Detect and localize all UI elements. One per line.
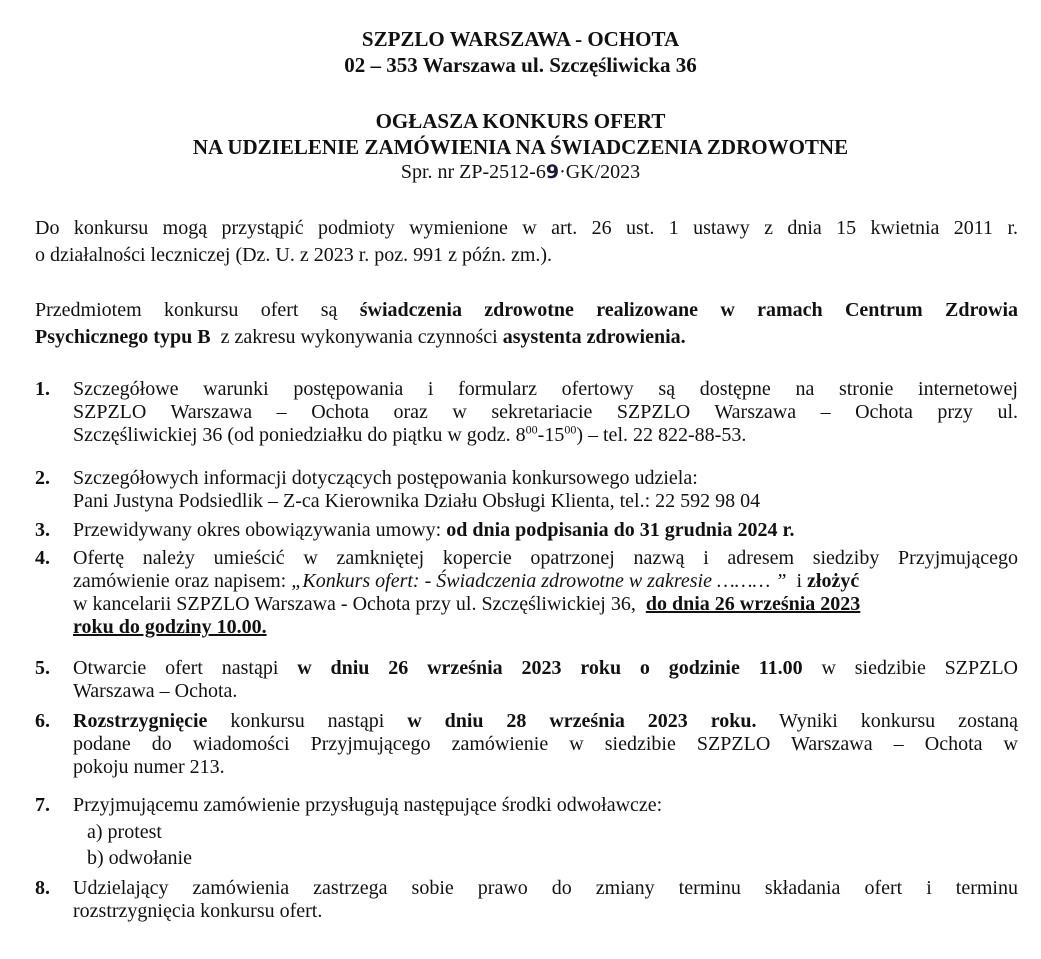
list-item-5-line-1	[73, 656, 1018, 679]
remedy-protest: a) protest	[87, 821, 162, 843]
list-item-1-line-2: SZPZLO Warszawa – Ochota oraz w sekretariacie SZPZLO Warszawa – Ochota przy ul.	[73, 401, 1018, 423]
subject-line-1	[35, 298, 1018, 322]
list-item-number: 3.	[35, 519, 50, 541]
organization-name: SZPZLO WARSZAWA - OCHOTA	[361, 27, 680, 51]
subject-mid-text: z zakresu wykonywania czynności	[220, 326, 498, 348]
intro-line-1: Do konkursu mogą przystąpić podmioty wymienione w art. 26 ust. 1 ustawy z dnia 15 kwietnia 2011 r.	[35, 217, 1018, 239]
list-item-number: 6.	[35, 710, 50, 732]
list-item-1-line-3	[73, 423, 1018, 446]
list-item-6-line-3: pokoju numer 213.	[73, 756, 225, 778]
results-text: Wyniki konkursu zostaną	[779, 710, 1018, 732]
hours-text: Szczęśliwickiej 36 (od poniedziałku do piątku w godz. 8	[73, 424, 526, 446]
intro-paragraph	[35, 216, 1018, 267]
list-item-4-line-1: Ofertę należy umieścić w zamkniętej kopercie opatrzonej nazwą i adresem siedziby Przyjmującego	[73, 547, 1018, 569]
phone-text: ) – tel. 22 822-88-53.	[576, 424, 747, 446]
subject-bold-text-3: asystenta zdrowienia.	[502, 326, 686, 348]
submission-deadline-time: roku do godziny 10.00.	[73, 616, 267, 638]
subject-bold-text: świadczenia zdrowotne realizowane w ramach Centrum Zdrowia	[359, 299, 1018, 321]
list-item-number: 8.	[35, 877, 50, 899]
resolution-text: konkursu nastąpi	[230, 710, 385, 732]
envelope-inscription: „Konkurs ofert: - Świadczenia zdrowotne w zakresie ……… ”	[291, 570, 787, 592]
intro-line-2: o działalności leczniczej (Dz. U. z 2023 r. poz. 991 z późn. zm.).	[35, 244, 553, 266]
list-item-8-line-2: rozstrzygnięcia konkursu ofert.	[73, 900, 323, 922]
case-reference-suffix: ·GK/2023	[559, 161, 641, 183]
opening-place: w siedzibie SZPZLO	[821, 657, 1018, 679]
list-item-3-line-1	[73, 518, 1018, 541]
list-item-1-line-1: Szczegółowe warunki postępowania i formularz ofertowy są dostępne na stronie internetowej	[73, 378, 1018, 400]
submission-place: w kancelarii SZPZLO Warszawa - Ochota przy ul. Szczęśliwickiej 36,	[73, 593, 636, 615]
contract-period-value: od dnia podpisania do 31 grudnia 2024 r.	[446, 519, 795, 541]
hours-superscript-2: 00	[564, 422, 577, 437]
resolution-date: w dniu 28 września 2023 roku.	[407, 710, 757, 732]
list-item-6-line-2: podane do wiadomości Przyjmującego zamówienie w siedzibie SZPZLO Warszawa – Ochota w	[73, 733, 1018, 755]
list-item-number: 2.	[35, 467, 50, 489]
list-item-5-line-2: Warszawa – Ochota.	[73, 680, 238, 702]
subject-paragraph	[35, 298, 1018, 349]
hours-text-2: -15	[537, 424, 565, 446]
list-item-2-line-1: Szczegółowych informacji dotyczących postępowania konkursowego udziela:	[73, 467, 698, 489]
conjunction-text: i	[796, 570, 803, 592]
subject-bold-text-2: Psychicznego typu B	[35, 326, 211, 348]
list-item-4-line-2	[73, 569, 1018, 592]
submit-verb: złożyć	[807, 570, 860, 592]
case-reference-prefix: Spr. nr ZP-2512-6	[400, 161, 546, 183]
handwritten-digit: 9	[545, 161, 560, 183]
list-item-number: 1.	[35, 378, 50, 400]
list-item-number: 4.	[35, 547, 50, 569]
envelope-label: zamówienie oraz napisem:	[73, 570, 287, 592]
opening-label: Otwarcie ofert nastąpi	[73, 657, 279, 679]
list-item-8-line-1: Udzielający zamówienia zastrzega sobie prawo do zmiany terminu składania ofert i terminu	[73, 877, 1018, 899]
resolution-label: Rozstrzygnięcie	[73, 710, 208, 732]
case-reference	[0, 160, 1041, 184]
organization-address: 02 – 353 Warszawa ul. Szczęśliwicka 36	[344, 53, 697, 77]
opening-date: w dniu 26 września 2023 roku o godzinie 11.00	[297, 657, 803, 679]
list-item-2-line-2: Pani Justyna Podsiedlik – Z-ca Kierownika Działu Obsługi Klienta, tel.: 22 592 98 04	[73, 490, 761, 512]
list-item-4-line-4	[73, 615, 1018, 638]
list-item-number: 5.	[35, 657, 50, 679]
submission-deadline: do dnia 26 września 2023	[645, 593, 861, 615]
contract-period-label: Przewidywany okres obowiązywania umowy:	[73, 519, 442, 541]
announcement-title: OGŁASZA KONKURS OFERT	[375, 109, 666, 133]
list-item-7-line-1: Przyjmującemu zamówienie przysługują następujące środki odwoławcze:	[73, 794, 663, 816]
announcement-subtitle: NA UDZIELENIE ZAMÓWIENIA NA ŚWIADCZENIA ZDROWOTNE	[192, 135, 849, 159]
list-item-6-line-1	[73, 709, 1018, 732]
subject-line-2	[35, 325, 1018, 349]
list-item-4-line-3	[73, 592, 1018, 615]
subject-text: Przedmiotem konkursu ofert są	[35, 299, 338, 321]
hours-superscript: 00	[525, 422, 538, 437]
list-item-number: 7.	[35, 794, 50, 816]
remedy-appeal: b) odwołanie	[87, 847, 192, 869]
